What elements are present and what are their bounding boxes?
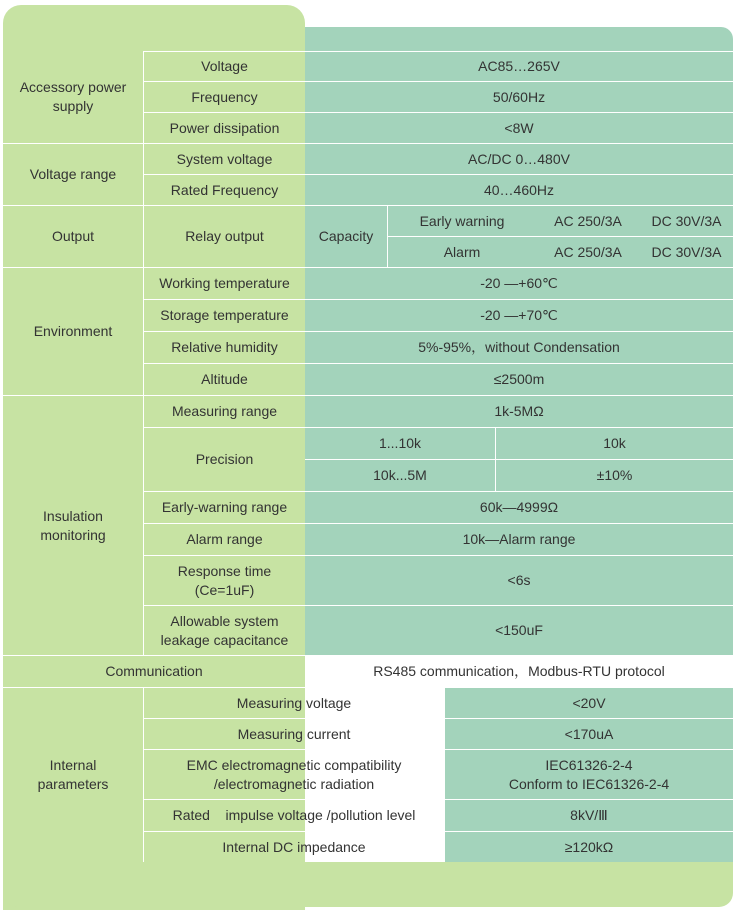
emc-value: IEC61326-2-4 Conform to IEC61326-2-4 xyxy=(508,756,670,792)
category-output: Output xyxy=(51,228,95,244)
voltage-value: AC85…265V xyxy=(478,57,560,74)
category-insulation-monitoring: Insulation monitoring xyxy=(40,507,106,543)
power-dissipation-value: <8W xyxy=(504,119,534,136)
measuring-current-label: Measuring current xyxy=(237,725,351,742)
measuring-voltage-value: <20V xyxy=(572,694,606,711)
category-voltage-range: Voltage range xyxy=(29,166,117,182)
impulse-voltage-value: 8kV/Ⅲ xyxy=(570,807,608,823)
voltage-label: Voltage xyxy=(201,57,248,74)
impulse-voltage-label: Rated impulse voltage /pollution level xyxy=(172,807,416,823)
altitude-label: Altitude xyxy=(201,371,248,387)
system-voltage-value: AC/DC 0…480V xyxy=(468,150,570,167)
alarm-label: Alarm xyxy=(443,243,481,260)
storage-temperature-value: -20 —+70℃ xyxy=(480,307,558,323)
precision-range-2: 10k...5M xyxy=(373,467,427,483)
capacity-label: Capacity xyxy=(318,228,374,244)
storage-temperature-label: Storage temperature xyxy=(160,307,289,323)
response-time-label: Response time (Ce=1uF) xyxy=(177,562,272,598)
leakage-capacitance-value: <150uF xyxy=(495,622,543,638)
relay-output-label: Relay output xyxy=(185,228,264,244)
working-temperature-label: Working temperature xyxy=(159,275,290,291)
frequency-label: Frequency xyxy=(191,88,258,105)
relative-humidity-value: 5%-95%，without Condensation xyxy=(418,339,620,355)
early-warning-range-label: Early-warning range xyxy=(161,499,288,515)
measuring-range-value: 1k-5MΩ xyxy=(494,403,544,419)
early-warning-ac: AC 250/3A xyxy=(554,212,622,229)
working-temperature-value: -20 —+60℃ xyxy=(480,275,558,291)
system-voltage-label: System voltage xyxy=(176,150,273,167)
category-accessory-power-supply: Accessory power supply xyxy=(19,79,127,114)
response-time-value: <6s xyxy=(507,572,531,588)
rated-frequency-value: 40…460Hz xyxy=(483,181,555,198)
measuring-range-label: Measuring range xyxy=(171,403,278,419)
precision-range-1: 1...10k xyxy=(378,435,422,451)
measuring-current-value: <170uA xyxy=(564,725,614,742)
emc-label: EMC electromagnetic compatibility /electromagnetic radiation xyxy=(186,756,402,792)
alarm-dc: DC 30V/3A xyxy=(651,243,722,260)
communication-value: RS485 communication，Modbus-RTU protocol xyxy=(373,663,665,679)
communication-label: Communication xyxy=(105,663,203,679)
dc-impedance-value: ≥120kΩ xyxy=(564,838,614,855)
precision-label: Precision xyxy=(195,451,254,467)
table-footer-band xyxy=(3,862,733,907)
frequency-value: 50/60Hz xyxy=(492,88,546,105)
early-warning-label: Early warning xyxy=(419,212,505,229)
power-dissipation-label: Power dissipation xyxy=(169,119,280,136)
alarm-range-label: Alarm range xyxy=(186,531,263,547)
measuring-voltage-label: Measuring voltage xyxy=(236,694,352,711)
category-internal-parameters: Internal parameters xyxy=(37,757,109,792)
relative-humidity-label: Relative humidity xyxy=(171,339,278,355)
dc-impedance-label: Internal DC impedance xyxy=(222,838,366,855)
precision-value-2: ±10% xyxy=(596,467,633,483)
leakage-capacitance-label: Allowable system leakage capacitance xyxy=(160,612,289,648)
rated-frequency-label: Rated Frequency xyxy=(170,181,279,198)
early-warning-dc: DC 30V/3A xyxy=(651,212,722,229)
category-environment: Environment xyxy=(33,323,113,339)
alarm-ac: AC 250/3A xyxy=(554,243,622,260)
alarm-range-value: 10k—Alarm range xyxy=(462,531,576,547)
precision-value-1: 10k xyxy=(603,435,626,451)
early-warning-range-value: 60k—4999Ω xyxy=(479,499,559,515)
altitude-value: ≤2500m xyxy=(493,371,545,387)
